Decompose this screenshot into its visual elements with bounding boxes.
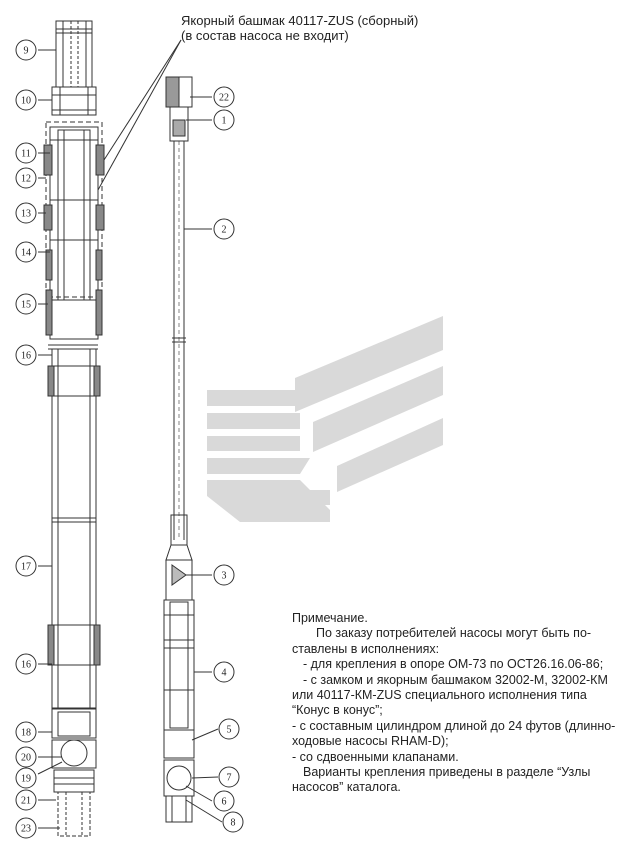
left-position-label-number: 16: [21, 350, 31, 362]
left-position-label-number: 12: [21, 173, 31, 185]
chevron-wings-logo: [207, 316, 443, 522]
right-position-label-number: 5: [226, 724, 232, 736]
callout-leader-line: [98, 40, 181, 190]
left-position-label-number: 18: [21, 727, 31, 739]
left-position-label-number: 21: [21, 795, 31, 807]
note-line: Варианты крепления приведены в разделе “Узлы: [303, 765, 591, 780]
left-position-label-number: 20: [21, 752, 31, 764]
left-position-label-number: 14: [21, 247, 31, 259]
left-position-label-number: 10: [21, 95, 31, 107]
right-assembly: [164, 77, 194, 822]
left-position-label-number: 17: [21, 561, 31, 573]
left-position-label-number: 15: [21, 299, 31, 311]
left-position-label-number: 23: [21, 823, 31, 835]
note-line: ходовые насосы RHAM-D);: [292, 734, 449, 749]
left-position-label-number: 11: [21, 148, 31, 160]
left-position-label-number: 19: [21, 773, 31, 785]
note-line: - с составным цилиндром длиной до 24 футов (длинно-: [292, 718, 616, 733]
right-position-label-number: 2: [221, 224, 227, 236]
right-position-label-number: 7: [226, 772, 232, 784]
note-line: - с замком и якорным башмаком 32002-М, 32002-КМ: [303, 672, 608, 687]
callout-line-1: Якорный башмак 40117-ZUS (сборный): [181, 13, 419, 28]
note-line: ставлены в исполнениях:: [292, 641, 440, 656]
right-position-label-number: 3: [221, 570, 227, 582]
note-line: насосов” каталога.: [292, 780, 401, 795]
note-line: или 40117-КМ-ZUS специального исполнения типа: [292, 688, 587, 703]
right-position-label-number: 6: [221, 796, 227, 808]
right-position-label-number: 8: [230, 817, 236, 829]
right-position-label-number: 22: [219, 92, 229, 104]
anchor-shoe-callout: [181, 13, 418, 43]
note-line: По заказу потребителей насосы могут быть по-: [316, 626, 592, 641]
note-line: - для крепления в опоре ОМ-73 по ОСТ26.16.06-86;: [303, 657, 604, 672]
left-position-label-number: 13: [21, 208, 31, 220]
right-position-label-number: 1: [221, 115, 227, 127]
note-line: - со сдвоенными клапанами.: [292, 749, 459, 764]
left-assembly: [44, 21, 104, 836]
left-position-label-number: 9: [23, 45, 29, 57]
left-position-labels: [16, 40, 36, 838]
note-line: “Конус в конус”;: [292, 703, 383, 718]
right-position-label-number: 4: [221, 667, 227, 679]
left-position-label-number: 16: [21, 659, 31, 671]
note-block: [292, 611, 637, 796]
callout-line-2: (в состав насоса не входит): [181, 28, 349, 43]
note-title: Примечание.: [292, 611, 368, 625]
